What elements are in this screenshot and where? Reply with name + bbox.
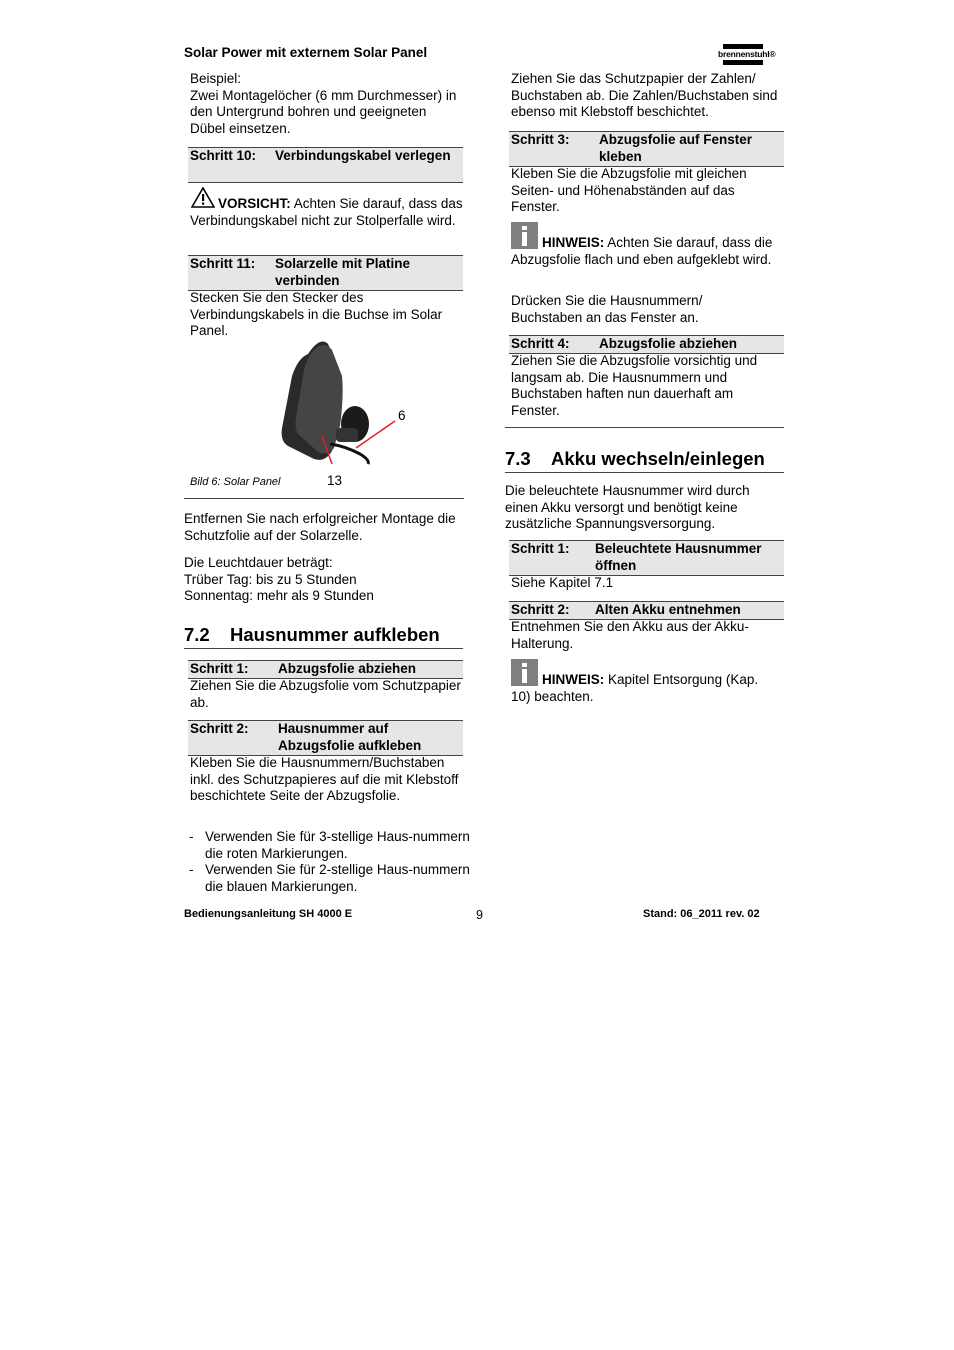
warning-text: Achten Sie darauf, dass das Verbindungskabel nicht zur Stolperfalle wird. — [190, 196, 463, 228]
step-2-header — [509, 601, 784, 620]
note-text: Achten Sie darauf, dass die Abzugsfolie flach und eben aufgeklebt wird. — [511, 235, 773, 267]
step-number: Schritt 2: — [190, 721, 249, 736]
page-number: 9 — [476, 908, 483, 922]
figure-label-6: 6 — [398, 408, 406, 423]
step-1-text: Siehe Kapitel 7.1 — [511, 575, 614, 590]
step-number: Schritt 2: — [511, 602, 570, 617]
step-title: Abzugsfolie auf Fenster kleben — [599, 132, 753, 164]
step-title: Hausnummer auf Abzugsfolie aufkleben — [278, 721, 422, 753]
running-header: Solar Power mit externem Solar Panel — [184, 45, 428, 60]
duration-cloudy: Trüber Tag: bis zu 5 Stunden — [184, 571, 357, 587]
note-label: HINWEIS: — [542, 235, 605, 250]
section-number: 7.2 — [184, 624, 210, 645]
step-title: Alten Akku entnehmen — [595, 602, 741, 617]
list-item: - Verwenden Sie für 2-stellige Haus-nummern die blauen Markierungen. — [189, 862, 470, 894]
example-label: Beispiel: — [190, 71, 242, 86]
intro-text: Ziehen Sie das Schutzpapier der Zahlen/ Buchstaben ab. Die Zahlen/Buchstaben sind ebenso mit Klebstoff beschichtet. — [511, 71, 778, 120]
step-title: Abzugsfolie abziehen — [278, 661, 417, 676]
section-title: Akku wechseln/einlegen — [551, 448, 765, 469]
step-11-text: Stecken Sie den Stecker des Verbindungskabels in die Buchse im Solar Panel. — [190, 290, 443, 339]
section-title: Hausnummer aufkleben — [230, 624, 440, 645]
step-10-header — [188, 147, 463, 183]
brand-logo: brennenstuhl® — [718, 44, 782, 68]
example-text: Zwei Montagelöcher (6 mm Durchmesser) in den Untergrund bohren und geeigneten Dübel einsetzen. — [190, 87, 457, 136]
divider — [505, 427, 784, 428]
step-3-header — [509, 131, 784, 167]
step-title: Beleuchtete Hausnummer öffnen — [595, 541, 762, 573]
duration-block — [184, 555, 464, 605]
footer-manual-name: Bedienungsanleitung SH 4000 E — [184, 908, 353, 920]
footer-revision: Stand: 06_2011 rev. 02 — [643, 908, 760, 920]
step-11-header — [188, 255, 463, 291]
step-number: Schritt 11: — [190, 256, 256, 271]
note-1-paragraph — [511, 235, 783, 268]
step-3-text: Kleben Sie die Abzugsfolie mit gleichen Seiten- und Höhenabständen auf das Fenster. — [511, 166, 747, 215]
section-intro-text: Die beleuchtete Hausnummer wird durch einen Akku versorgt und benötigt keine zusätzliche Spannungsversorgung. — [505, 483, 750, 532]
figure-label-13: 13 — [327, 473, 343, 488]
after-mount-text: Entfernen Sie nach erfolgreicher Montage die Schutzfolie auf der Solarzelle. — [184, 511, 456, 543]
press-text: Drücken Sie die Hausnummern/ Buchstaben an das Fenster an. — [511, 293, 703, 325]
section-heading-7-2 — [184, 624, 463, 649]
duration-sunny: Sonnentag: mehr als 9 Stunden — [184, 588, 374, 604]
step-4-header — [509, 335, 784, 354]
note-text: Kapitel Entsorgung (Kap. 10) beachten. — [511, 672, 759, 704]
step-number: Schritt 1: — [511, 541, 570, 556]
note-2-paragraph — [511, 672, 761, 705]
step-1-header — [188, 660, 463, 679]
warning-label: VORSICHT: — [218, 196, 291, 211]
step-2-text: Kleben Sie die Hausnummern/Buchstaben inkl. des Schutzpapieres auf die mit Klebstoff beschichtete Seite der Abzugsfolie. — [190, 755, 459, 804]
step-2-header — [188, 720, 463, 756]
list-item: - Verwenden Sie für 3-stellige Haus-nummern die roten Markierungen. — [189, 829, 470, 861]
note-label: HINWEIS: — [542, 672, 605, 687]
step-title: Abzugsfolie abziehen — [599, 336, 738, 351]
step-number: Schritt 1: — [190, 661, 249, 676]
warning-paragraph — [190, 196, 465, 229]
step-number: Schritt 4: — [511, 336, 570, 351]
step-number: Schritt 10: — [190, 148, 257, 163]
step-4-text: Ziehen Sie die Abzugsfolie vorsichtig und langsam ab. Die Hausnummern und Buchstaben haften nun dauerhaft am Fenster. — [511, 353, 758, 418]
example-block — [190, 71, 465, 137]
step-number: Schritt 3: — [511, 132, 570, 147]
duration-label: Die Leuchtdauer beträgt: — [184, 555, 333, 570]
step-title: Verbindungskabel verlegen — [275, 148, 451, 163]
step-2-text: Entnehmen Sie den Akku aus der Akku-Halterung. — [511, 619, 749, 651]
section-heading-7-3 — [505, 448, 784, 473]
divider — [184, 498, 464, 499]
step-1-header — [509, 540, 784, 576]
step-title: Solarzelle mit Platine verbinden — [275, 256, 411, 288]
step-1-text: Ziehen Sie die Abzugsfolie vom Schutzpapier ab. — [190, 678, 461, 710]
section-number: 7.3 — [505, 448, 531, 469]
figure-caption: Bild 6: Solar Panel — [190, 476, 281, 488]
